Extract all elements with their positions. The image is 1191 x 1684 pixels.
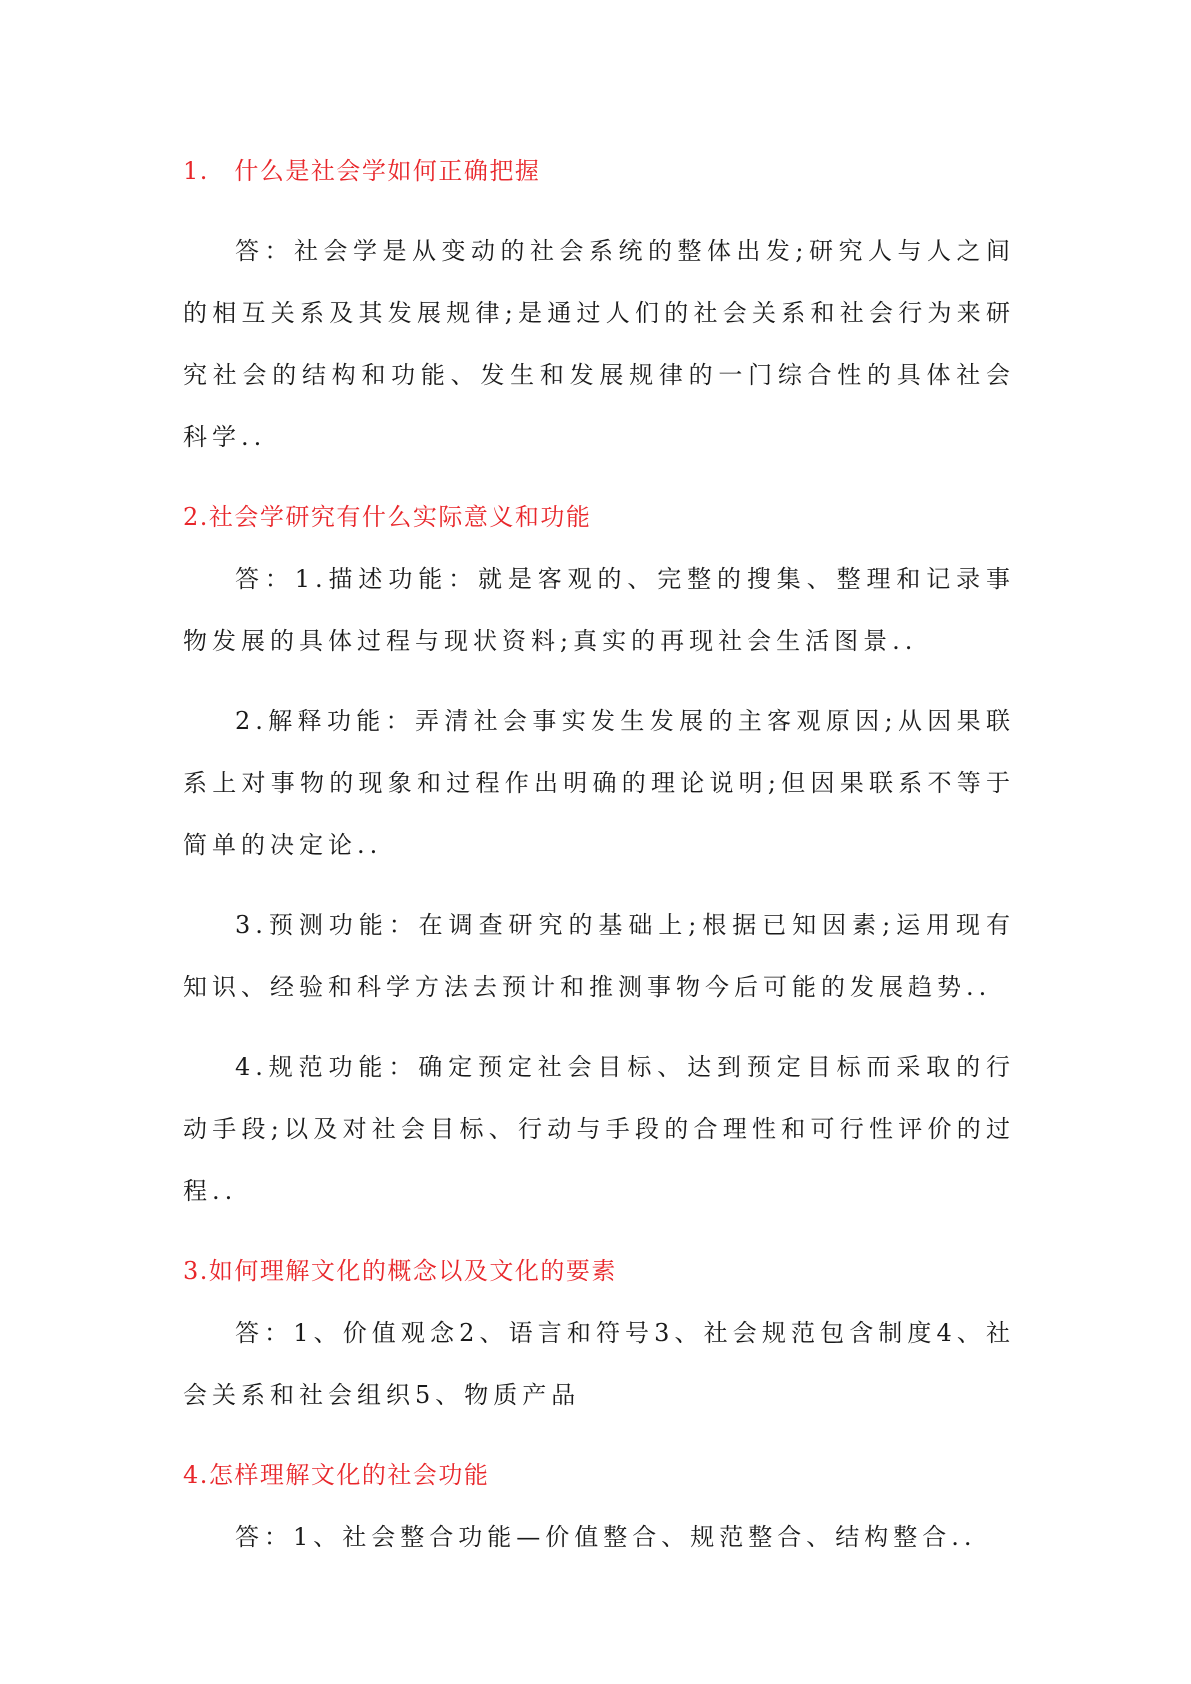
question-heading-2: 2.社会学研究有什么实际意义和功能 xyxy=(183,503,592,531)
question-heading-4: 4.怎样理解文化的社会功能 xyxy=(183,1461,490,1489)
answer-paragraph: 3.预测功能：在调查研究的基础上;根据已知因素;运用现有知识、经验和科学方法去预计和推测事物今后可能的发展趋势.. xyxy=(183,911,1015,1001)
answer-paragraph: 答：1、价值观念2、语言和符号3、社会规范包含制度4、社会关系和社会组织5、物质产品 xyxy=(183,1319,1015,1409)
answer-paragraph: 答：社会学是从变动的社会系统的整体出发;研究人与人之间的相互关系及其发展规律;是通过人们的社会关系和社会行为来研究社会的结构和功能、发生和发展规律的一门综合性的具体社会科学.. xyxy=(183,237,1015,451)
question-heading-1: 1. 什么是社会学如何正确把握 xyxy=(183,157,541,185)
answer-paragraph: 答：1、社会整合功能—价值整合、规范整合、结构整合.. xyxy=(235,1523,977,1551)
document-body xyxy=(183,140,1015,1586)
answer-paragraph: 答：1.描述功能：就是客观的、完整的搜集、整理和记录事物发展的具体过程与现状资料;真实的再现社会生活图景.. xyxy=(183,565,1015,655)
answer-paragraph: 4.规范功能：确定预定社会目标、达到预定目标而采取的行动手段;以及对社会目标、行动与手段的合理性和可行性评价的过程.. xyxy=(183,1053,1015,1205)
question-heading-3: 3.如何理解文化的概念以及文化的要素 xyxy=(183,1257,617,1285)
answer-paragraph: 2.解释功能：弄清社会事实发生发展的主客观原因;从因果联系上对事物的现象和过程作出明确的理论说明;但因果联系不等于简单的决定论.. xyxy=(183,707,1015,859)
